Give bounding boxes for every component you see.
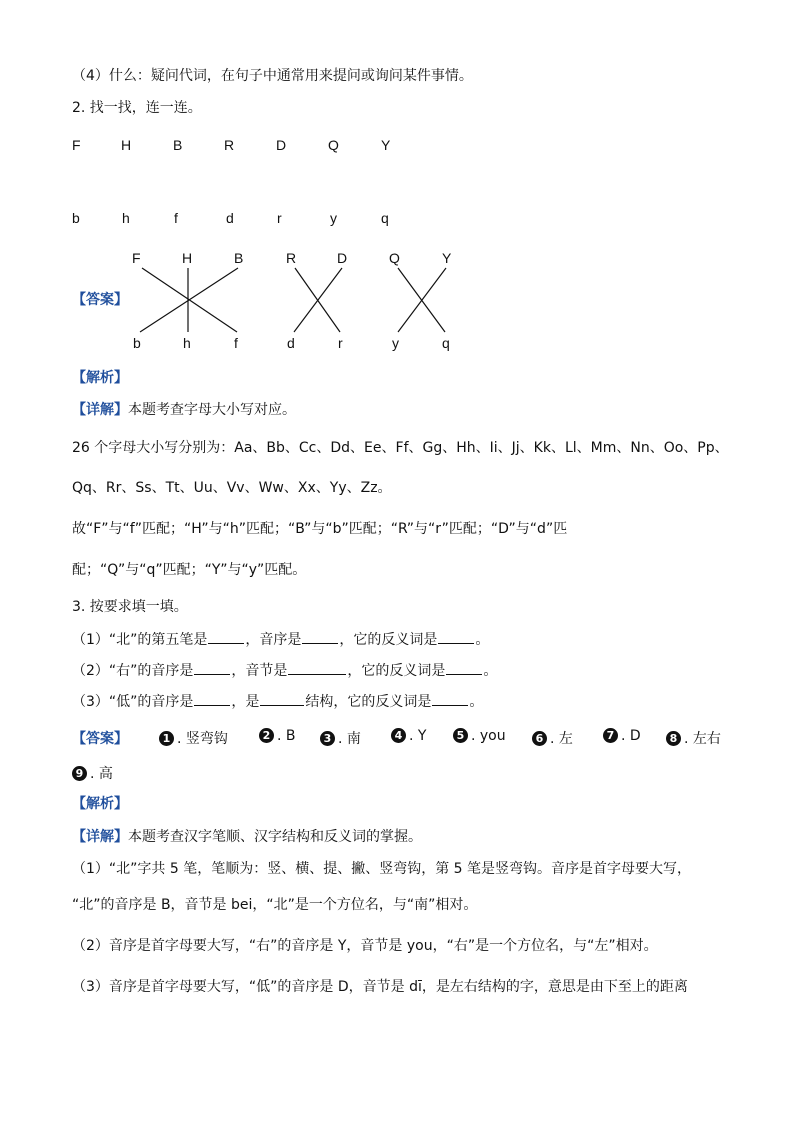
diagram-lower-letter: r [338, 335, 343, 351]
lowercase-letter: d [226, 210, 234, 226]
q3-q2-text: ，音节是 [231, 663, 288, 679]
q3-answer-8 [666, 728, 721, 748]
q3-para-1b: “北”的音序是 B，音节是 bei，“北”是一个方位名，与“南”相对。 [72, 897, 478, 913]
diagram-upper-letter: B [234, 250, 244, 266]
lowercase-letter: f [174, 210, 178, 226]
answer-blank[interactable] [302, 629, 338, 644]
lowercase-letter: q [381, 210, 389, 226]
q3-q1-text: （1）“北”的第五笔是 [72, 632, 208, 648]
q3-q2-text: 。 [483, 663, 498, 679]
uppercase-letter: D [276, 137, 287, 153]
q3-para-3: （3）音序是首字母要大写，“低”的音序是 D，音节是 dī，是左右结构的字，意思是由下至上的距离 [72, 979, 688, 995]
diagram-lower-letter: b [133, 335, 141, 351]
diagram-lower-letter: d [287, 335, 295, 351]
q3-q2-text: ，它的反义词是 [347, 663, 446, 679]
q3-q3-text: 结构，它的反义词是 [305, 694, 432, 710]
diagram-upper-letter: R [286, 250, 297, 266]
diagram-lower-letter: f [234, 335, 238, 351]
diagram-upper-letter: Q [389, 250, 400, 266]
q2-title: 2. 找一找，连一连。 [72, 100, 202, 116]
q3-q1-text: ，音序是 [245, 632, 302, 648]
q3-q1-text: ，它的反义词是 [339, 632, 438, 648]
circled-number: 2 [259, 728, 274, 743]
answer-blank[interactable] [288, 660, 346, 675]
answer-text: . D [621, 728, 641, 744]
q2-match-line-2: 配；“Q”与“q”匹配；“Y”与“y”匹配。 [72, 562, 307, 578]
q2-alphabet-line-2: Qq、Rr、Ss、Tt、Uu、Vv、Ww、Xx、Yy、Zz。 [72, 480, 392, 496]
q2-analysis-label: 【解析】 [72, 370, 128, 386]
q3-detail-label: 【详解】 [72, 829, 128, 845]
diagram-lower-letter: q [442, 335, 450, 351]
circled-number: 4 [391, 728, 406, 743]
diagram-upper-letter: F [132, 250, 141, 266]
diagram-lower-letter: y [392, 335, 399, 351]
q3-analysis-label: 【解析】 [72, 796, 128, 812]
q3-answer-1 [159, 728, 228, 748]
q3-question-3 [72, 691, 483, 712]
q3-answer-3 [320, 728, 361, 748]
circled-number: 1 [159, 731, 174, 746]
q3-q2-text: （2）“右”的音序是 [72, 663, 194, 679]
answer-text: . you [471, 728, 506, 744]
q3-answer-6 [532, 728, 573, 748]
uppercase-letter: H [121, 137, 132, 153]
answer-text: . 左右 [684, 731, 721, 747]
answer-blank[interactable] [208, 629, 244, 644]
circled-number: 9 [72, 766, 87, 781]
q3-q3-text: （3）“低”的音序是 [72, 694, 194, 710]
q2-answer-label: 【答案】 [72, 292, 128, 308]
lowercase-letter: h [122, 210, 130, 226]
q3-answer-4 [391, 728, 426, 744]
answer-blank[interactable] [438, 629, 474, 644]
answer-text: . 竖弯钩 [177, 731, 228, 747]
answer-text: . Y [409, 728, 427, 744]
answer-text: . B [277, 728, 296, 744]
uppercase-letter: Q [328, 137, 339, 153]
diagram-lower-letter: h [183, 335, 191, 351]
q2-alphabet-line-1: 26 个字母大小写分别为：Aa、Bb、Cc、Dd、Ee、Ff、Gg、Hh、Ii、Jj、Kk、Ll、Mm、Nn、Oo、Pp、 [72, 440, 729, 456]
q3-answer-5 [453, 728, 506, 744]
q3-detail [72, 827, 422, 847]
q3-para-1a: （1）“北”字共 5 笔，笔顺为：竖、横、提、撇、竖弯钩，第 5 笔是竖弯钩。音序是首字母要大写， [72, 861, 692, 877]
q2-match-line-1: 故“F”与“f”匹配；“H”与“h”匹配；“B”与“b”匹配；“R”与“r”匹配；“D”与“d”匹 [72, 521, 568, 537]
answer-blank[interactable] [194, 691, 230, 706]
answer-text: . 左 [550, 731, 573, 747]
q3-answer-label: 【答案】 [72, 731, 128, 747]
diagram-upper-letter: H [182, 250, 193, 266]
q3-para-2: （2）音序是首字母要大写，“右”的音序是 Y，音节是 you，“右”是一个方位名，与“左”相对。 [72, 938, 658, 954]
q1-item4: （4）什么：疑问代词，在句子中通常用来提问或询问某件事情。 [72, 68, 473, 84]
lowercase-letter: b [72, 210, 80, 226]
q3-answer-7 [603, 728, 641, 744]
circled-number: 3 [320, 731, 335, 746]
q3-detail-text: 本题考查汉字笔顺、汉字结构和反义词的掌握。 [128, 829, 422, 845]
circled-number: 7 [603, 728, 618, 743]
q2-detail-text: 本题考查字母大小写对应。 [128, 402, 296, 418]
answer-text: . 高 [90, 766, 113, 782]
q3-q1-text: 。 [475, 632, 490, 648]
uppercase-letter: R [224, 137, 235, 153]
q3-q3-text: ，是 [231, 694, 260, 710]
lowercase-letter: y [330, 210, 337, 226]
q3-question-2 [72, 660, 497, 681]
q3-question-1 [72, 629, 489, 650]
circled-number: 6 [532, 731, 547, 746]
answer-blank[interactable] [432, 691, 468, 706]
answer-blank[interactable] [194, 660, 230, 675]
circled-number: 5 [453, 728, 468, 743]
q3-answer-row [72, 728, 752, 750]
answer-text: . 南 [338, 731, 361, 747]
diagram-upper-letter: D [337, 250, 348, 266]
uppercase-letter: F [72, 137, 81, 153]
matching-diagram [130, 248, 470, 356]
answer-blank[interactable] [446, 660, 482, 675]
q3-answer-9 [72, 764, 113, 784]
diagram-upper-letter: Y [442, 250, 452, 266]
q2-detail [72, 400, 296, 420]
q2-detail-label: 【详解】 [72, 402, 128, 418]
lowercase-letter: r [277, 210, 282, 226]
uppercase-letter: B [173, 137, 183, 153]
q3-q3-text: 。 [469, 694, 484, 710]
circled-number: 8 [666, 731, 681, 746]
q3-answer-2 [259, 728, 296, 744]
q3-title: 3. 按要求填一填。 [72, 599, 188, 615]
answer-blank[interactable] [260, 691, 304, 706]
uppercase-letter: Y [381, 137, 391, 153]
